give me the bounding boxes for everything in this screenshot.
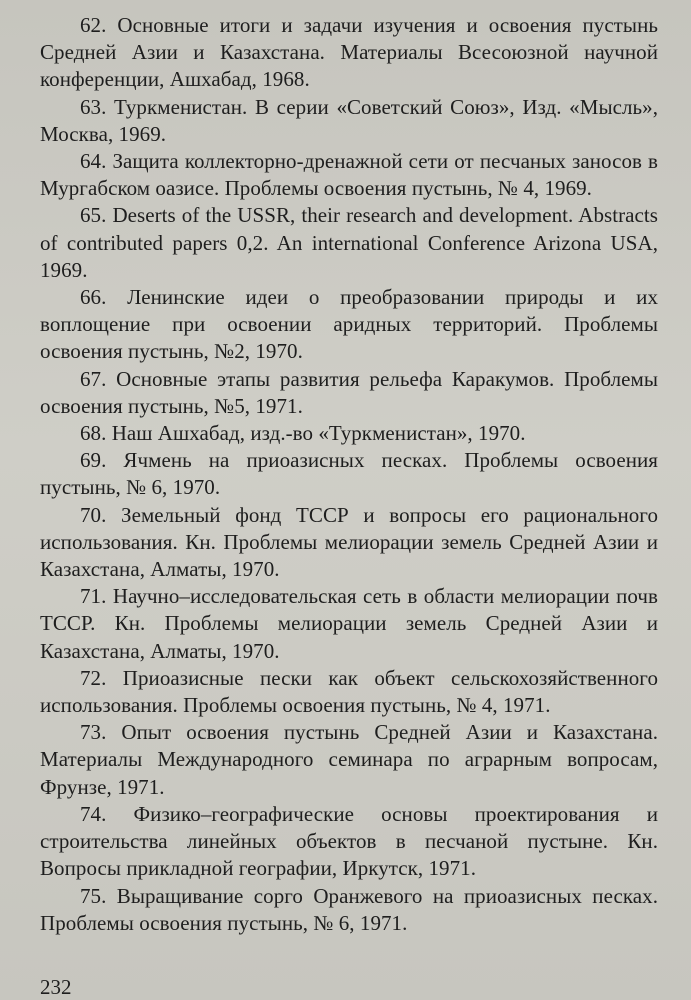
reference-entry-74: 74. Физико–географические основы проектирования и строительства линейных объектов в песчаной пустыне. Кн. Вопросы прикладной географии, Иркутск, 1971. [40, 801, 658, 881]
reference-entry-62: 62. Основные итоги и задачи изучения и освоения пустынь Средней Азии и Казахстана. Материалы Всесоюзной научной конференции, Ашхабад, 1968. [40, 13, 658, 92]
reference-entry-72: 72. Приоазисные пески как объект сельскохозяйственного использования. Проблемы освоения пустынь, № 4, 1971. [40, 665, 658, 718]
reference-entry-66: 66. Ленинские идеи о преобразовании природы и их воплощение при освоении аридных территорий. Проблемы освоения пустынь, №2, 1970. [40, 285, 658, 364]
reference-entry-69: 69. Ячмень на приоазисных песках. Проблемы освоения пустынь, № 6, 1970. [40, 448, 658, 500]
reference-entry-67: 67. Основные этапы развития рельефа Каракумов. Проблемы освоения пустынь, №5, 1971. [40, 366, 658, 418]
reference-entry-75: 75. Выращивание сорго Оранжевого на приоазисных песках. Проблемы освоения пустынь, № 6, 1971. [40, 883, 658, 935]
reference-entry-71: 71. Научно–исследовательская сеть в области мелиорации почв ТССР. Кн. Проблемы мелиорации земель Средней Азии и Казахстана, Алматы, 1970. [40, 584, 658, 663]
reference-list [40, 12, 658, 937]
reference-entry-65: 65. Deserts of the USSR, their research and development. Abstracts of contributed papers 0,2. An international Conference Arizona USA, 1969. [40, 203, 658, 282]
reference-entry-64: 64. Защита коллекторно-дренажной сети от песчаных заносов в Мургабском оазисе. Проблемы освоения пустынь, № 4, 1969. [40, 149, 658, 201]
reference-entry-70: 70. Земельный фонд ТССР и вопросы его рационального использования. Кн. Проблемы мелиорации земель Средней Азии и Казахстана, Алматы, 1970. [40, 502, 658, 582]
reference-entry-63: 63. Туркменистан. В серии «Советский Союз», Изд. «Мысль», Москва, 1969. [40, 94, 658, 146]
reference-entry-73: 73. Опыт освоения пустынь Средней Азии и Казахстана. Материалы Международного семинара по аграрным вопросам, Фрунзе, 1971. [40, 720, 658, 799]
page-number: 232 [40, 975, 72, 999]
reference-entry-68: 68. Наш Ашхабад, изд.-во «Туркменистан», 1970. [80, 421, 526, 446]
